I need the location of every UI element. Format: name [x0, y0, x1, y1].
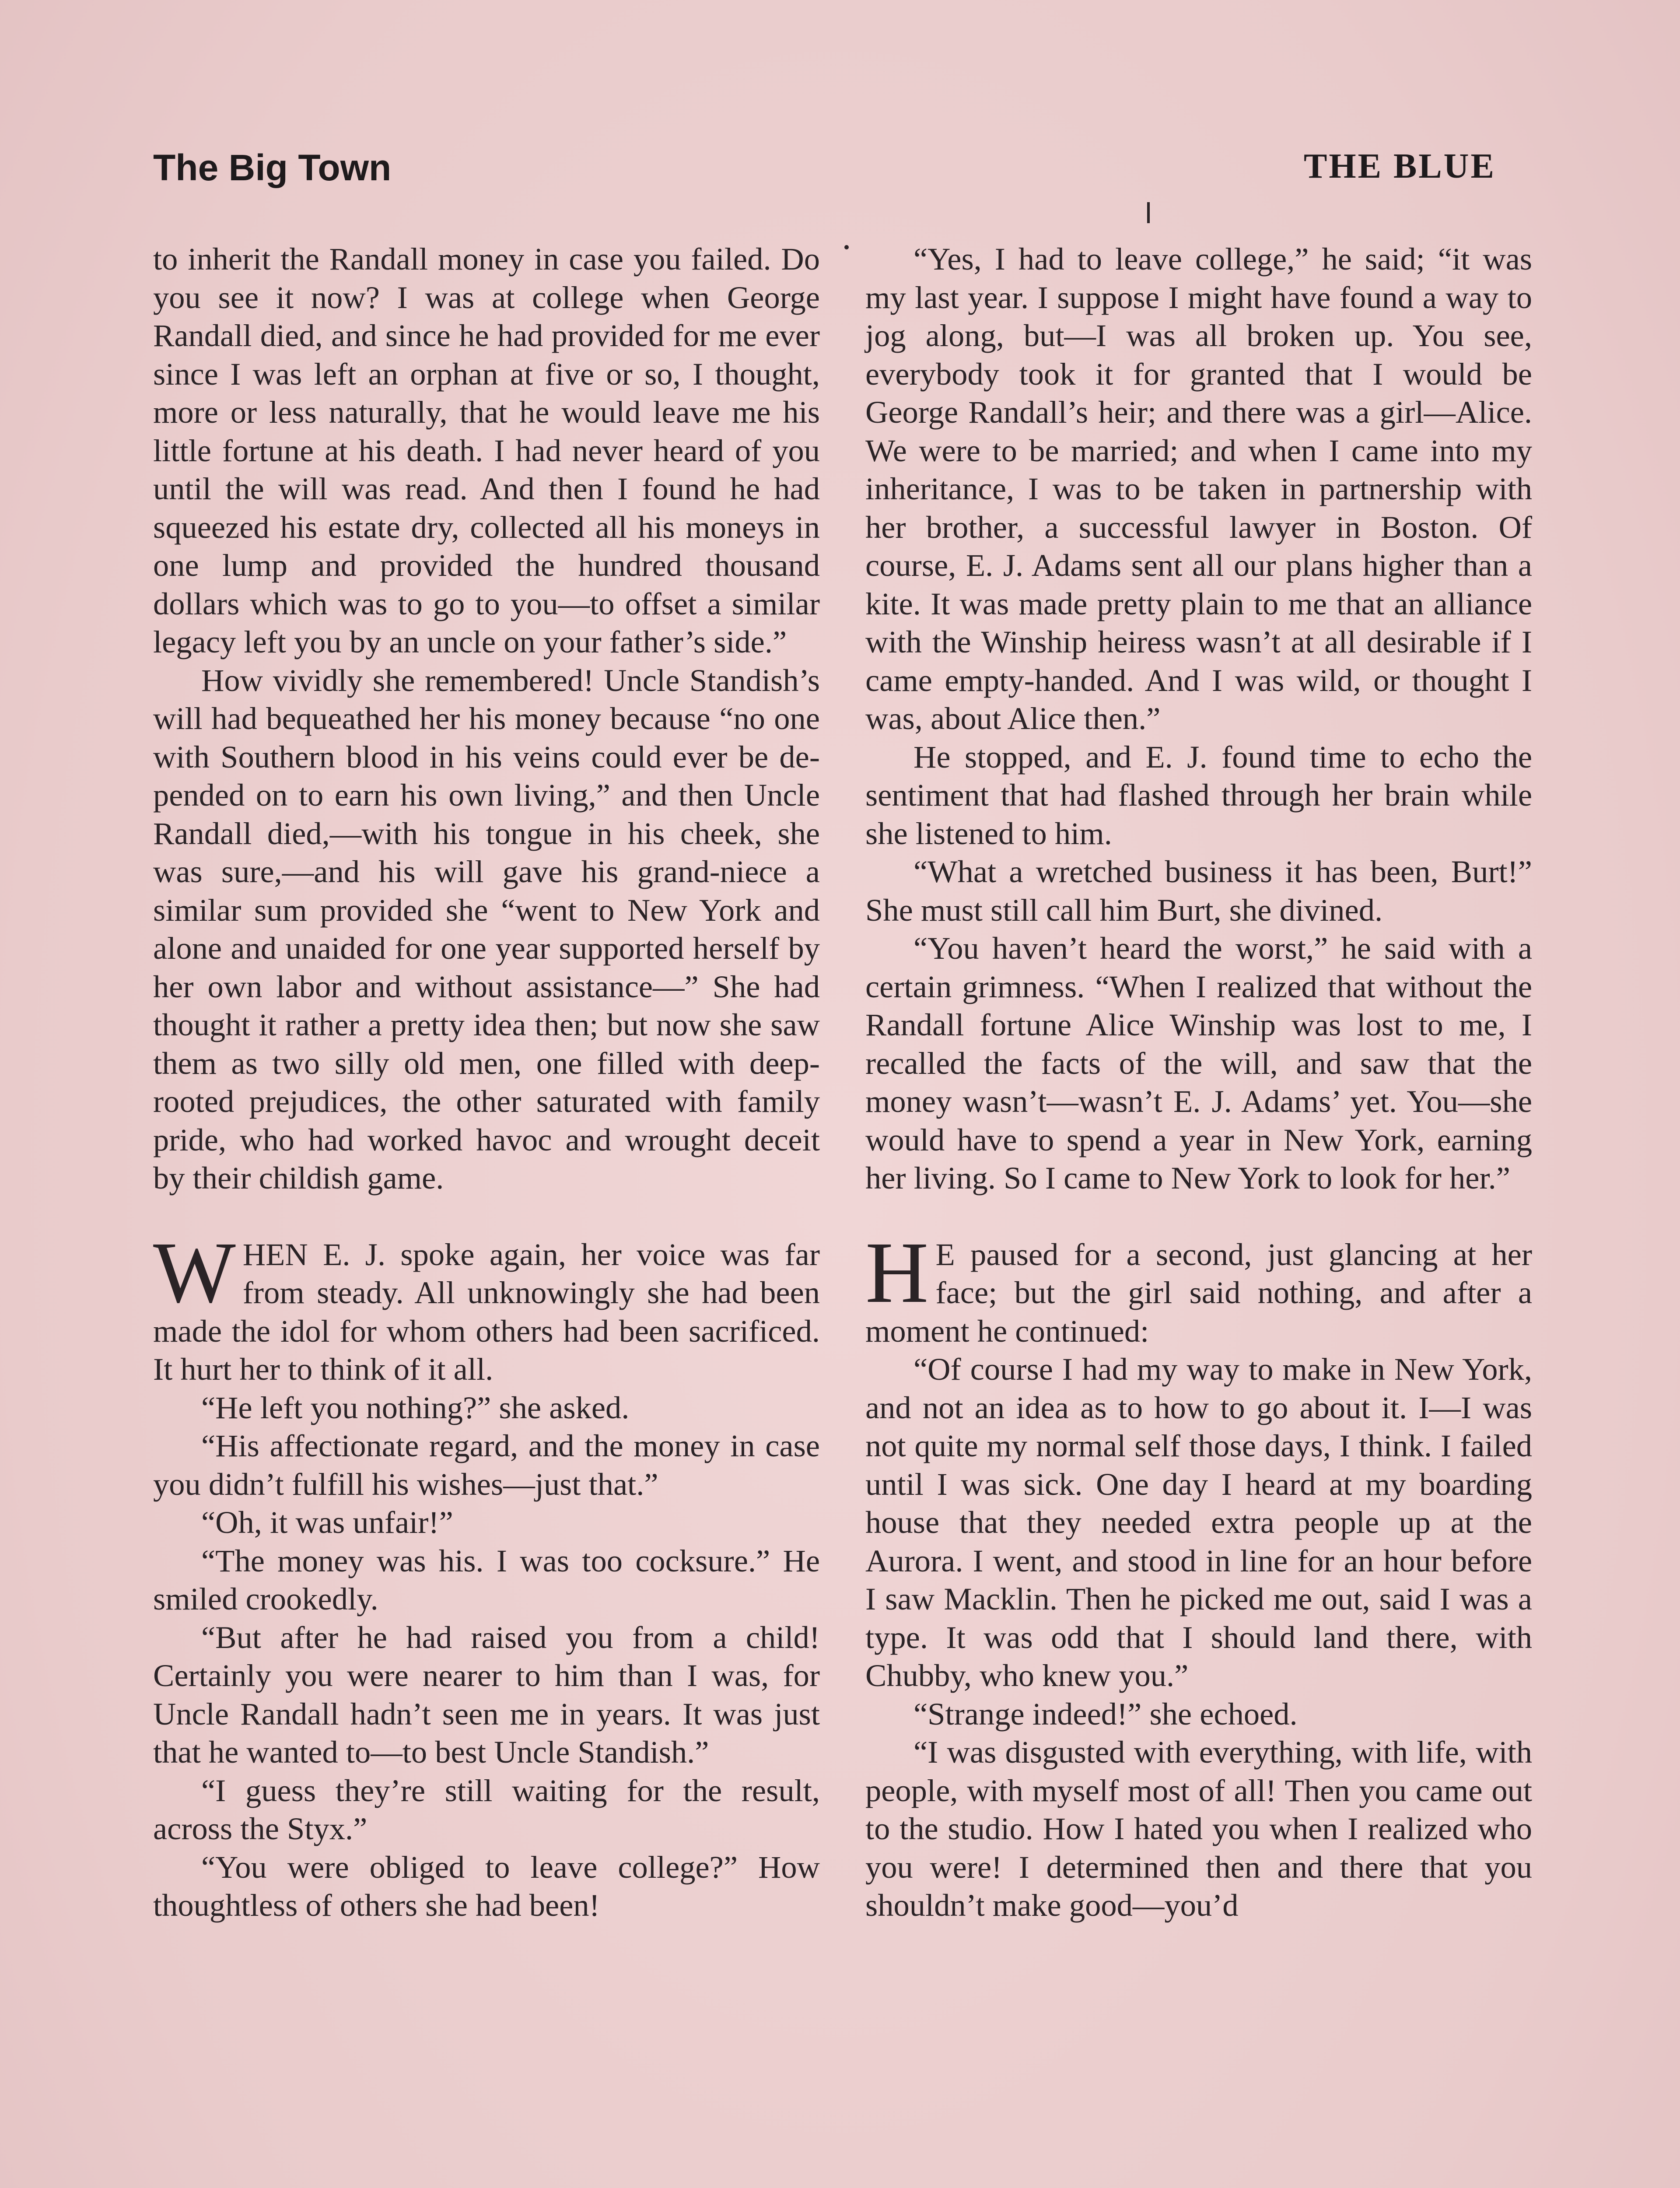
paragraph: “Oh, it was unfair!”	[201, 1504, 453, 1540]
right-column	[865, 240, 1532, 1925]
paragraph: “You were obliged to leave college?” How thoughtless of others she had been!	[153, 1849, 820, 1923]
running-head-title: The Big Town	[153, 147, 392, 188]
paragraph: “I was disgusted with everything, with life, with people, with myself most of all! Then you came out to the studio. How I hated you when I realized who you were! I determined then and there that you shouldn’t make good—you’d	[865, 1734, 1532, 1923]
paragraph: “What a wretched business it has been, Burt!” She must still call him Burt, she divined.	[865, 854, 1532, 928]
running-head-magazine: THE BLUE	[1304, 147, 1496, 186]
paragraph: “You haven’t heard the worst,” he said with a certain grimness. “When I realized that without the Randall fortune Alice Winship was lost to me, I recalled the facts of the will, and saw that the money wasn’t—wasn’t E. J. Adams’ yet. You—she would have to spend a year in New York, earning her living. So I came to New York to look for her.”	[865, 930, 1532, 1196]
paragraph: “His affectionate regard, and the money in case you didn’t fulfill his wishes—just that.”	[153, 1428, 820, 1502]
paragraph: “Strange indeed!” she echoed.	[914, 1696, 1298, 1732]
paragraph: to inherit the Randall money in case you failed. Do you see it now? I was at college when George Randall died, and since he had provided for me ever since I was left an orphan at five or so, I thought, more or less naturally, that he would leave me his little fortune at his death. I had never heard of you until the will was read. And then I found he had squeezed his estate dry, collected all his moneys in one lump and provided the hundred thousand dollars which was to go to you—to offset a similar legacy left you by an uncle on your father’s side.”	[153, 241, 820, 659]
paragraph: He stopped, and E. J. found time to echo the sentiment that had flashed through her brain while she listened to him.	[865, 739, 1532, 851]
paragraph: “The money was his. I was too cocksure.” He smiled crookedly.	[153, 1543, 820, 1616]
paragraph: “I guess they’re still waiting for the result, across the Styx.”	[153, 1772, 820, 1846]
drop-cap: H	[865, 1224, 929, 1321]
paragraph: “Of course I had my way to make in New York, and not an idea as to how to go about it. I—I was not quite my normal self those days, I think. I failed until I was sick. One day I heard at my boarding house that they needed extra people up at the Aurora. I went, and stood in line for an hour before I saw Macklin. Then he picked me out, said I was a type. It was odd that I should land there, with Chubby, who knew you.”	[865, 1351, 1532, 1693]
paragraph: “But after he had raised you from a child! Certainly you were nearer to him than I was, for Uncle Randall hadn’t seen me in years. It was just that he wanted to—to best Uncle Standish.”	[153, 1619, 820, 1770]
paragraph-text: E paused for a second, just glancing at her face; but the girl said nothing, and after a moment he continued:	[865, 1236, 1532, 1349]
paragraph-dropcap	[153, 1224, 820, 1389]
paragraph-text: HEN E. J. spoke again, her voice was far from steady. All unknowingly she had been made the idol for whom others had been sacrificed. It hurt her to think of it all.	[153, 1236, 820, 1387]
ink-speck	[1147, 202, 1150, 223]
left-column	[153, 240, 820, 1925]
paragraph: “He left you nothing?” she asked.	[201, 1389, 630, 1425]
paragraph: How vividly she remembered! Uncle Standish’s will had bequeathed her his money because “no one with Southern blood in his veins could ever be depended on to earn his own living,” and then Uncle Randall died,—with his tongue in his cheek, she was sure,—and his will gave his grand-niece a similar sum provided she “went to New York and alone and unaided for one year supported herself by her own labor and without assistance—” She had thought it rather a pretty idea then; but now she saw them as two silly old men, one filled with deep-rooted prejudices, the other saturated with family pride, who had worked havoc and wrought deceit by their childish game.	[153, 662, 820, 1196]
ink-speck	[844, 245, 849, 249]
paragraph-dropcap	[865, 1224, 1532, 1350]
drop-cap: W	[153, 1224, 236, 1321]
paragraph: “Yes, I had to leave college,” he said; “it was my last year. I suppose I might have found a way to jog along, but—I was all broken up. You see, everybody took it for granted that I would be George Randall’s heir; and there was a girl—Alice. We were to be married; and when I came into my inheritance, I was to be taken in partnership with her brother, a successful lawyer in Boston. Of course, E. J. Adams sent all our plans higher than a kite. It was made pretty plain to me that an alliance with the Winship heiress wasn’t at all desirable if I came empty-handed. And I was wild, or thought I was, about Alice then.”	[865, 241, 1532, 736]
